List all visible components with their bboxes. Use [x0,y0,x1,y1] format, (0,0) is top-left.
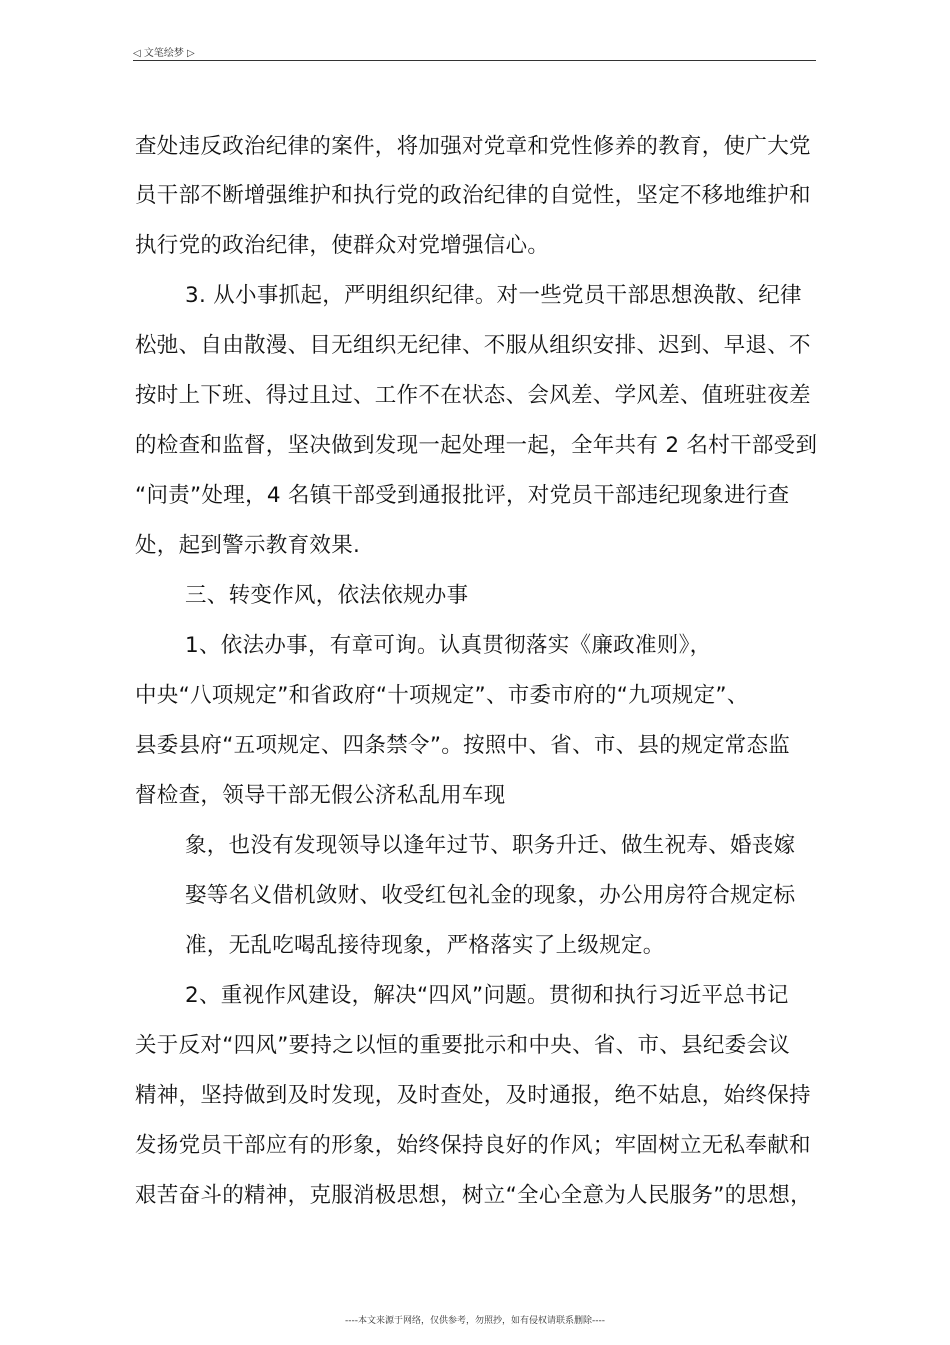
text-line: 精神，坚持做到及时发现，及时查处，及时通报，绝不姑息，始终保持 [135,1083,811,1108]
section-heading: 三、转变作风，依法依规办事 [185,583,469,608]
page-header: ◁ 文笔绘梦 ▷ [133,48,195,59]
text-line: 象，也没有发现领导以逢年过节、职务升迁、做生祝寿、婚丧嫁 [185,833,796,858]
text-line: 艰苦奋斗的精神，克服消极思想，树立“全心全意为人民服务”的思想， [135,1183,812,1208]
text-line: 查处违反政治纪律的案件，将加强对党章和党性修养的教育，使广大党 [135,134,811,159]
text-line: 1、依法办事，有章可询。认真贯彻落实《廉政准则》， [185,633,712,658]
text-line: 按时上下班、得过且过、工作不在状态、会风差、学风差、值班驻夜差 [135,383,811,408]
text-line: 娶等名义借机敛财、收受红包礼金的现象，办公用房符合规定标 [185,883,796,908]
text-line: 处，起到警示教育效果. [135,533,361,558]
text-line: 中央“八项规定”和省政府“十项规定”、市委市府的“九项规定”、 [135,683,749,708]
text-line: 关于反对“四风”要持之以恒的重要批示和中央、省、市、县纪委会议 [135,1033,791,1058]
header-divider [133,60,816,61]
text-line: 县委县府“五项规定、四条禁令”。按照中、省、市、县的规定常态监 [135,733,791,758]
text-line: 的检查和监督，坚决做到发现一起处理一起，全年共有 2 名村干部受到 [135,433,818,458]
text-line: 松弛、自由散漫、目无组织无纪律、不服从组织安排、迟到、早退、不 [135,333,811,358]
page-footer: ----本文来源于网络，仅供参考，勿照抄，如有侵权请联系删除---- [345,1316,605,1326]
text-line: 员干部不断增强维护和执行党的政治纪律的自觉性，坚定不移地维护和 [135,183,811,208]
text-line: 准，无乱吃喝乱接待现象，严格落实了上级规定。 [185,933,665,958]
text-line: 2、重视作风建设，解决“四风”问题。贯彻和执行习近平总书记 [185,983,789,1008]
text-line: 执行党的政治纪律，使群众对党增强信心。 [135,233,550,258]
text-line: 发扬党员干部应有的形象，始终保持良好的作风；牢固树立无私奉献和 [135,1133,811,1158]
text-line: 3. 从小事抓起，严明组织纪律。对一些党员干部思想涣散、纪律 [185,283,802,308]
text-line: “问责”处理，4 名镇干部受到通报批评，对党员干部违纪现象进行查 [135,483,790,508]
text-line: 督检查，领导干部无假公济私乱用车现 [135,783,506,808]
